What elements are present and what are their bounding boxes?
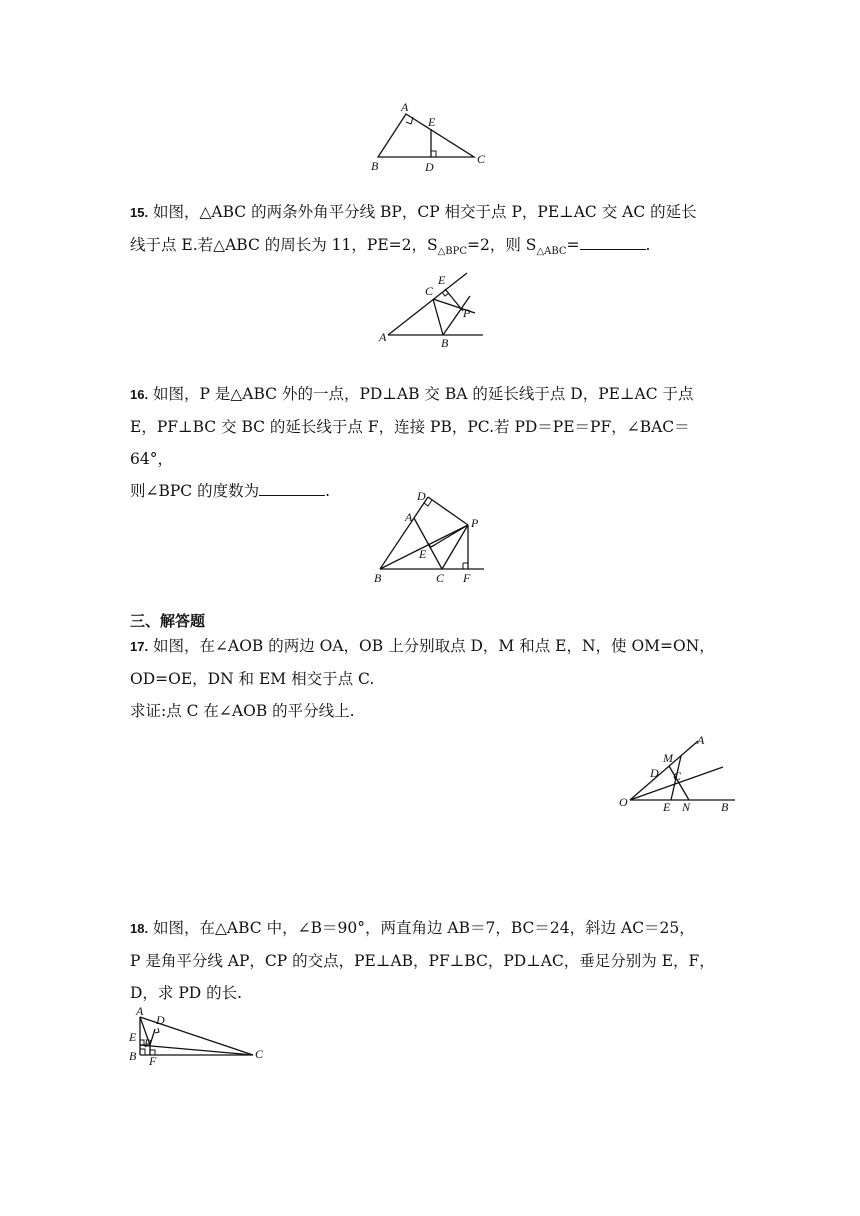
question-17	[130, 630, 730, 727]
label-B: B	[441, 336, 449, 350]
label-P: P	[144, 1036, 152, 1050]
label-C: C	[477, 152, 486, 166]
label-E: E	[438, 273, 446, 287]
label-A: A	[379, 330, 387, 344]
question-15	[130, 196, 730, 268]
label-A: A	[405, 510, 413, 524]
figure-17	[615, 730, 740, 815]
q16-line2: E，PF⊥BC 交 BC 的延长线于点 F，连接 PB，PC.若 PD＝PE＝PF，∠BAC＝64°，	[130, 418, 690, 468]
q17-line2: OD=OE，DN 和 EM 相交于点 C.	[130, 670, 375, 688]
label-A: A	[697, 733, 705, 747]
label-E: E	[428, 115, 436, 129]
label-C: C	[255, 1047, 264, 1061]
label-A: A	[401, 100, 409, 114]
q15-line2: 线于点 E.若△ABC 的周长为 11，PE=2，$S_{\triangle BPC}=2$，则 $S_{\triangle ABC}=$ .	[130, 236, 651, 258]
label-N: N	[682, 800, 691, 814]
q17-line3: 求证:点 C 在∠AOB 的平分线上.	[130, 702, 355, 720]
q16-line1: 16. 如图，P 是△ABC 外的一点，PD⊥AB 交 BA 的延长线于点 D，PE⊥AC 于点	[130, 385, 694, 403]
label-B: B	[374, 571, 382, 585]
label-P: P	[463, 306, 471, 320]
label-P: P	[471, 516, 479, 530]
figure-14	[370, 100, 490, 175]
label-E: E	[663, 800, 671, 814]
label-D: D	[417, 489, 426, 503]
label-A: A	[136, 1005, 144, 1018]
q18-number: 18.	[130, 921, 149, 936]
label-M: M	[663, 751, 673, 765]
label-F: F	[149, 1054, 157, 1068]
label-B: B	[371, 159, 379, 173]
figure-16	[370, 485, 495, 590]
q18-line3: D，求 PD 的长.	[130, 984, 243, 1002]
label-C: C	[436, 571, 445, 585]
q18-line2: P 是角平分线 AP，CP 的交点，PE⊥AB，PF⊥BC，PD⊥AC，垂足分别为 E，F，	[130, 952, 715, 970]
figure-18	[125, 1005, 270, 1070]
label-O: O	[619, 795, 628, 809]
label-F: F	[463, 571, 471, 585]
label-D: D	[425, 160, 434, 174]
q15-number: 15.	[130, 205, 149, 220]
answer-blank	[580, 235, 646, 250]
answer-blank	[259, 481, 325, 496]
q16-number: 16.	[130, 387, 149, 402]
q17-number: 17.	[130, 639, 149, 654]
label-D: D	[156, 1013, 165, 1027]
label-C: C	[425, 284, 434, 298]
figure-15	[375, 265, 490, 350]
label-C: C	[673, 769, 682, 783]
label-E: E	[419, 547, 427, 561]
section-title: 三、解答题	[130, 612, 206, 630]
label-B: B	[721, 800, 729, 814]
q16-line3: 则∠BPC 的度数为 .	[130, 482, 331, 500]
label-D: D	[650, 766, 659, 780]
q15-line1: 15. 如图，△ABC 的两条外角平分线 BP，CP 相交于点 P，PE⊥AC 交 AC 的延长	[130, 203, 697, 221]
q18-line1: 18. 如图，在△ABC 中，∠B＝90°，两直角边 AB＝7，BC＝24，斜边 AC＝25，	[130, 919, 695, 937]
label-E: E	[129, 1030, 137, 1044]
question-18	[130, 912, 730, 1009]
q17-line1: 17. 如图，在∠AOB 的两边 OA，OB 上分别取点 D，M 和点 E，N，使 OM=ON，	[130, 637, 715, 655]
label-B: B	[129, 1049, 137, 1063]
